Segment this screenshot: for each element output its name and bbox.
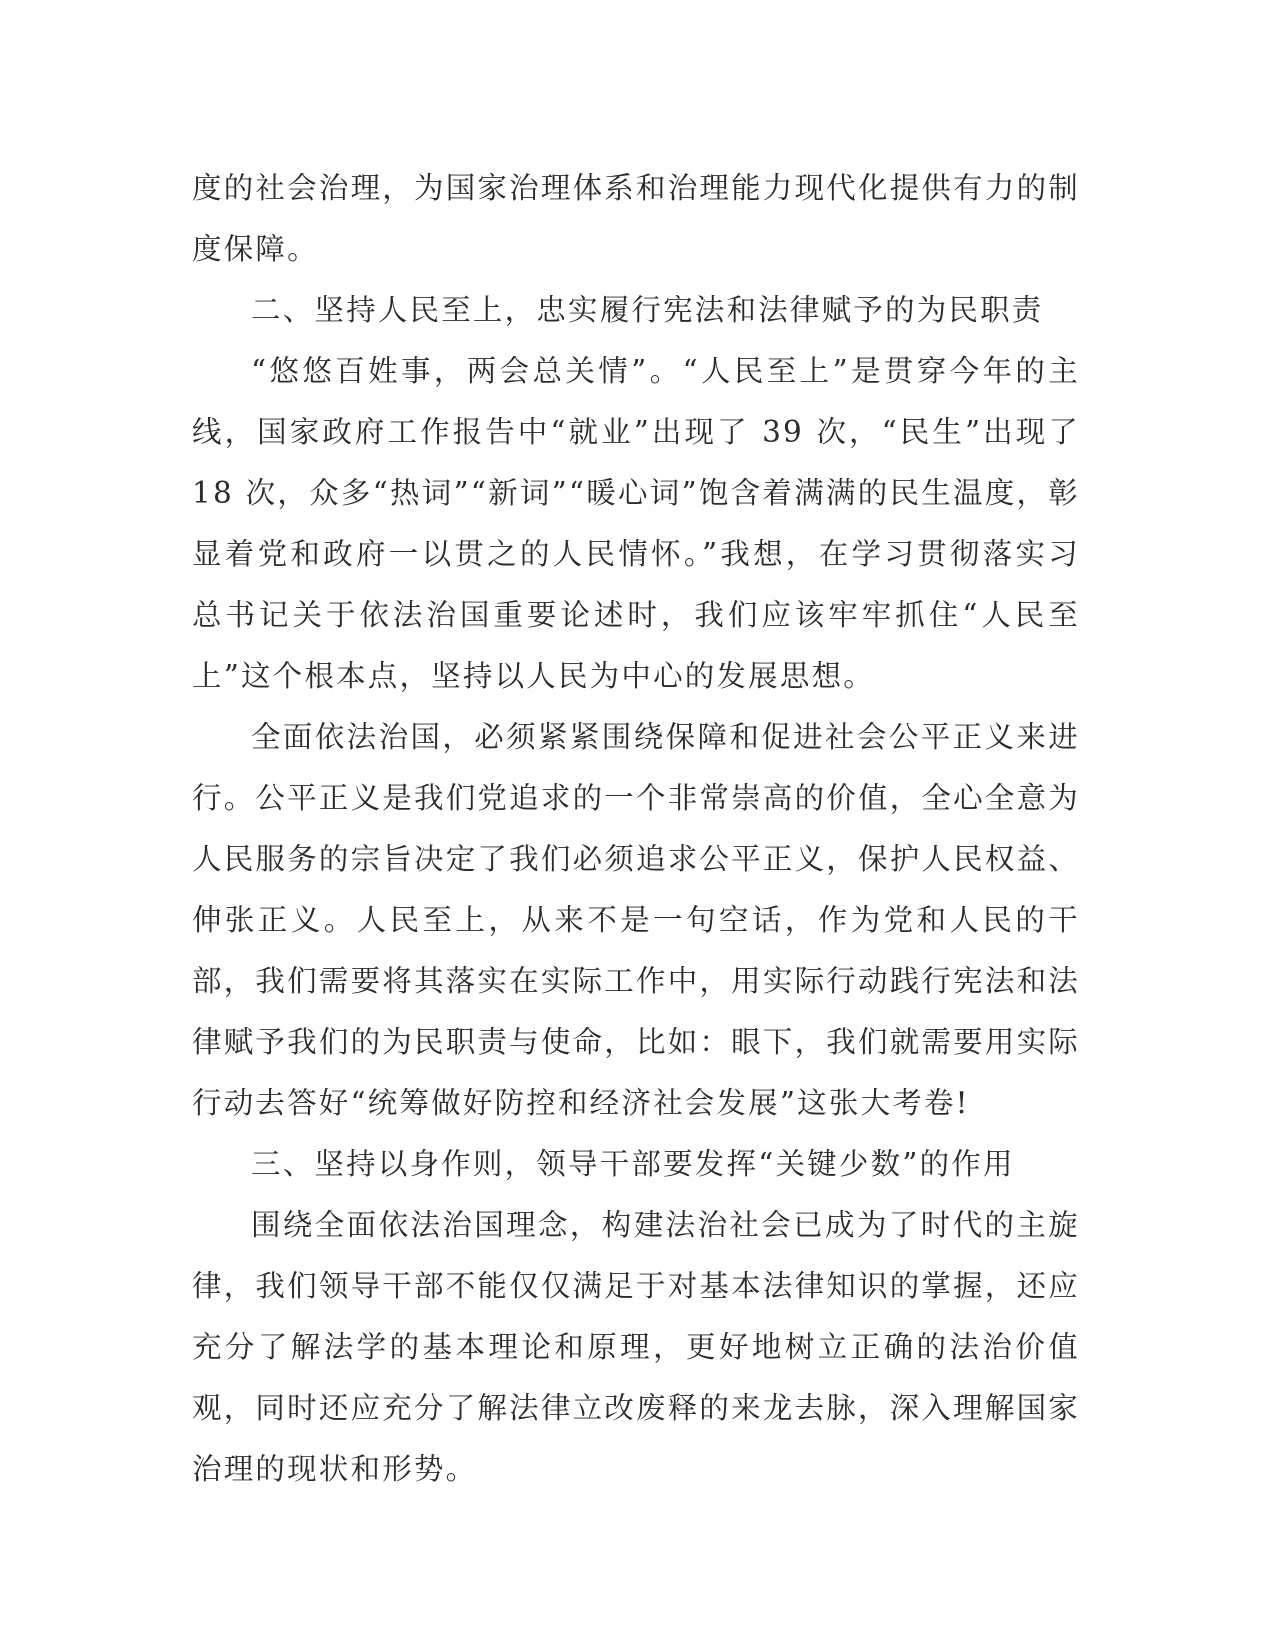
document-body [192, 158, 1080, 1500]
paragraph-people-first: “悠悠百姓事，两会总关情”。“人民至上”是贯穿今年的主线，国家政府工作报告中“就业”出现了 39 次，“民生”出现了 18 次，众多“热词”“新词”“暖心词”饱含着满满的民生温度，彰显着党和政府一以贯之的人民情怀。”我想，在学习贯彻落实习总书记关于依法治国重要论述时，我们应该牢牢抓住“人民至上”这个根本点，坚持以人民为中心的发展思想。 [192, 354, 1080, 693]
paragraph-continuation: 度的社会治理，为国家治理体系和治理能力现代化提供有力的制度保障。 [192, 171, 1080, 266]
section-heading-two: 二、坚持人民至上，忠实履行宪法和法律赋予的为民职责 [251, 293, 1044, 327]
section-heading-three: 三、坚持以身作则，领导干部要发挥“关键少数”的作用 [251, 1147, 1015, 1181]
paragraph-fairness-justice: 全面依法治国，必须紧紧围绕保障和促进社会公平正义来进行。公平正义是我们党追求的一个非常崇高的价值，全心全意为人民服务的宗旨决定了我们必须追求公平正义，保护人民权益、伸张正义。人民至上，从来不是一句空话，作为党和人民的干部，我们需要将其落实在实际工作中，用实际行动践行宪法和法律赋予我们的为民职责与使命，比如：眼下，我们就需要用实际行动去答好“统筹做好防控和经济社会发展”这张大考卷! [192, 720, 1080, 1120]
paragraph-leading-cadres: 围绕全面依法治国理念，构建法治社会已成为了时代的主旋律，我们领导干部不能仅仅满足于对基本法律知识的掌握，还应充分了解法学的基本理论和原理，更好地树立正确的法治价值观，同时还应充分了解法律立改废释的来龙去脉，深入理解国家治理的现状和形势。 [192, 1208, 1080, 1486]
